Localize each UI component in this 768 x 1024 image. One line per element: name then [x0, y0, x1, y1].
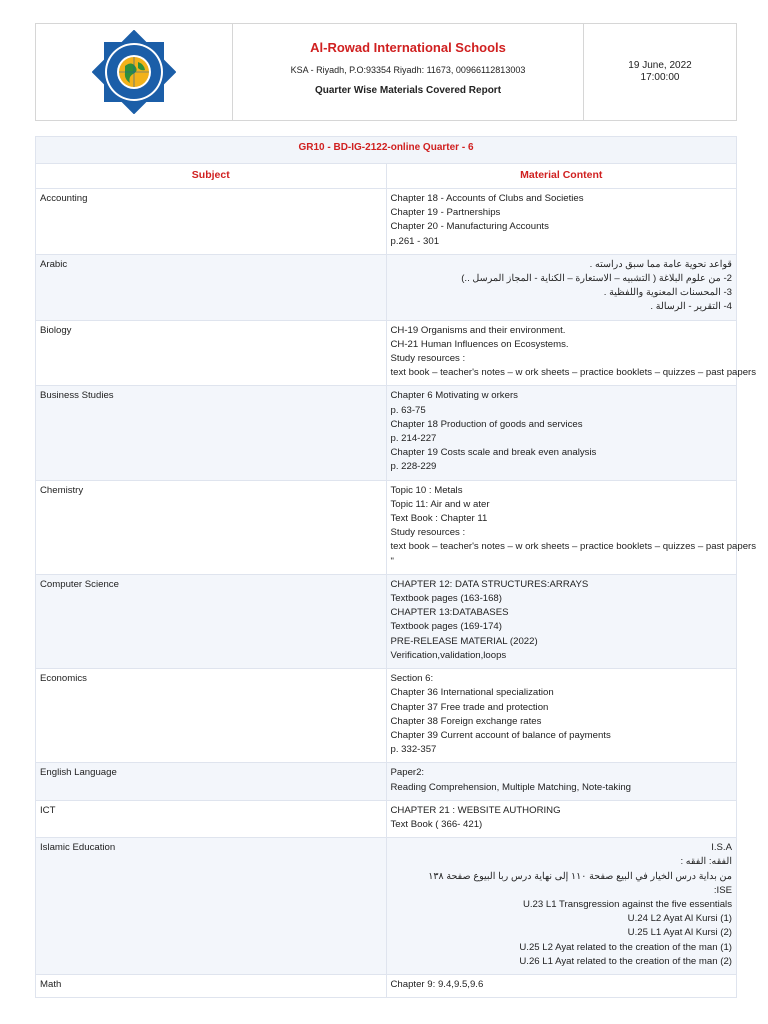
report-title: Quarter Wise Materials Covered Report	[314, 85, 502, 96]
header-center	[233, 24, 584, 120]
material-line: Textbook pages (169-174)	[390, 621, 502, 633]
material-line: الفقه: الفقه :	[680, 856, 732, 868]
report-date-cell	[584, 24, 736, 120]
table-row	[36, 254, 737, 320]
subject-cell: Accounting	[36, 189, 387, 255]
material-line: Study resources :	[390, 527, 466, 539]
material-line: Chapter 18 Production of goods and services	[390, 418, 583, 430]
material-cell	[386, 480, 757, 574]
table-row	[36, 480, 737, 574]
material-cell	[386, 838, 737, 975]
material-line: Chapter 19 - Partnerships	[390, 207, 501, 219]
material-line: CHAPTER 12: DATA STRUCTURES:ARRAYS	[390, 578, 589, 590]
material-line: من بداية درس الخيار في البيع صفحة ١١٠ إلى نهاية درس ربا البيوع صفحة ١٣٨	[428, 870, 732, 882]
material-line: CHAPTER 13:DATABASES	[390, 607, 509, 619]
material-cell	[386, 974, 737, 997]
table-row	[36, 320, 737, 386]
table-row	[36, 763, 737, 800]
table-row	[36, 800, 737, 837]
material-line: Textbook pages (163-168)	[390, 593, 502, 605]
material-line: Chapter 20 - Manufacturing Accounts	[390, 221, 549, 233]
material-cell	[386, 574, 737, 668]
subject-cell: Arabic	[36, 254, 387, 320]
material-line: Chapter 9: 9.4,9.5,9.6	[390, 978, 484, 990]
material-line: p.261 - 301	[390, 235, 440, 247]
table-row	[36, 386, 737, 480]
grade-title: GR10 - BD-IG-2122-online Quarter - 6	[36, 137, 737, 164]
report-date: 19 June, 2022	[628, 60, 692, 71]
material-line: U.25 L1 Ayat Al Kursi (2)	[627, 927, 732, 939]
material-line: Verification,validation,loops	[390, 649, 507, 661]
material-line: Chapter 18 - Accounts of Clubs and Societies	[390, 193, 584, 204]
material-line: Topic 10 : Metals	[390, 484, 463, 496]
subject-cell: ICT	[36, 800, 387, 837]
material-line: text book – teacher's notes – w ork sheets – practice booklets – quizzes – past papers	[390, 367, 757, 379]
table-row	[36, 189, 737, 255]
material-line: PRE-RELEASE MATERIAL (2022)	[390, 635, 538, 647]
material-line: p. 332-357	[390, 744, 437, 756]
material-line: Study resources :	[390, 353, 466, 365]
subject-cell: Economics	[36, 669, 387, 763]
material-line: CH-19 Organisms and their environment.	[390, 324, 566, 336]
table-row	[36, 669, 737, 763]
subject-column-header: Subject	[36, 164, 387, 189]
material-cell	[386, 320, 757, 386]
table-row	[36, 574, 737, 668]
subject-cell: Chemistry	[36, 480, 387, 574]
material-line: text book – teacher's notes – w ork sheets – practice booklets – quizzes – past papers	[390, 541, 757, 553]
material-line: U.23 L1 Transgression against the five essentials	[522, 898, 732, 910]
material-line: CH-21 Human Influences on Ecosystems.	[390, 338, 569, 350]
school-name: Al-Rowad International Schools	[310, 40, 506, 55]
subject-cell: Computer Science	[36, 574, 387, 668]
material-line: U.25 L2 Ayat related to the creation of the man (1)	[519, 941, 732, 953]
material-line: Chapter 38 Foreign exchange rates	[390, 715, 542, 727]
material-line: "	[390, 555, 394, 567]
material-cell	[386, 386, 737, 480]
material-line: Chapter 19 Costs scale and break even analysis	[390, 447, 597, 459]
report-header	[35, 23, 737, 121]
material-line: p. 63-75	[390, 404, 426, 416]
material-line: U.26 L1 Ayat related to the creation of the man (2)	[519, 955, 732, 967]
material-line: 2- من علوم البلاغة ( التشبيه – الاستعارة – الكناية - المجاز المرسل ..)	[461, 273, 732, 285]
subject-cell: Math	[36, 974, 387, 997]
material-cell	[386, 800, 737, 837]
material-column-header: Material Content	[386, 164, 737, 189]
material-line: U.24 L2 Ayat Al Kursi (1)	[627, 913, 732, 925]
material-line: p. 214-227	[390, 433, 437, 445]
material-line: I.S.A	[711, 842, 732, 854]
material-cell	[386, 763, 737, 800]
subject-cell: Islamic Education	[36, 838, 387, 975]
material-line: قواعد نحوية عامة مما سبق دراسته .	[589, 258, 732, 270]
material-line: Text Book : Chapter 11	[390, 513, 488, 525]
school-emblem-icon	[92, 30, 176, 114]
material-line: Chapter 39 Current account of balance of payments	[390, 729, 611, 741]
school-address: KSA - Riyadh, P.O:93354 Riyadh: 11673, 00966112813003	[290, 65, 526, 75]
materials-table	[35, 136, 757, 998]
material-line: Paper2:	[390, 767, 425, 779]
material-line: CHAPTER 21 : WEBSITE AUTHORING	[390, 804, 561, 816]
subject-cell: Biology	[36, 320, 387, 386]
material-line: Reading Comprehension, Multiple Matching, Note-taking	[390, 781, 632, 793]
subject-cell: English Language	[36, 763, 387, 800]
material-line: ISE:	[713, 884, 732, 896]
material-line: Chapter 6 Motivating w orkers	[390, 390, 518, 402]
material-line: 3- المحسنات المعنوية واللفظية .	[603, 287, 732, 299]
table-row	[36, 974, 737, 997]
material-line: Chapter 36 International specialization	[390, 687, 554, 699]
material-line: 4- التقرير - الرسالة .	[650, 301, 732, 313]
material-line: Topic 11: Air and w ater	[390, 498, 490, 510]
table-row	[36, 838, 737, 975]
material-line: Chapter 37 Free trade and protection	[390, 701, 549, 713]
material-line: Text Book ( 366- 421)	[390, 818, 483, 830]
material-cell	[386, 189, 737, 255]
report-time: 17:00:00	[640, 72, 680, 83]
material-cell	[386, 669, 737, 763]
material-line: Section 6:	[390, 673, 434, 685]
material-line: p. 228-229	[390, 461, 437, 473]
logo-cell	[36, 24, 233, 120]
material-cell	[386, 254, 737, 320]
subject-cell: Business Studies	[36, 386, 387, 480]
